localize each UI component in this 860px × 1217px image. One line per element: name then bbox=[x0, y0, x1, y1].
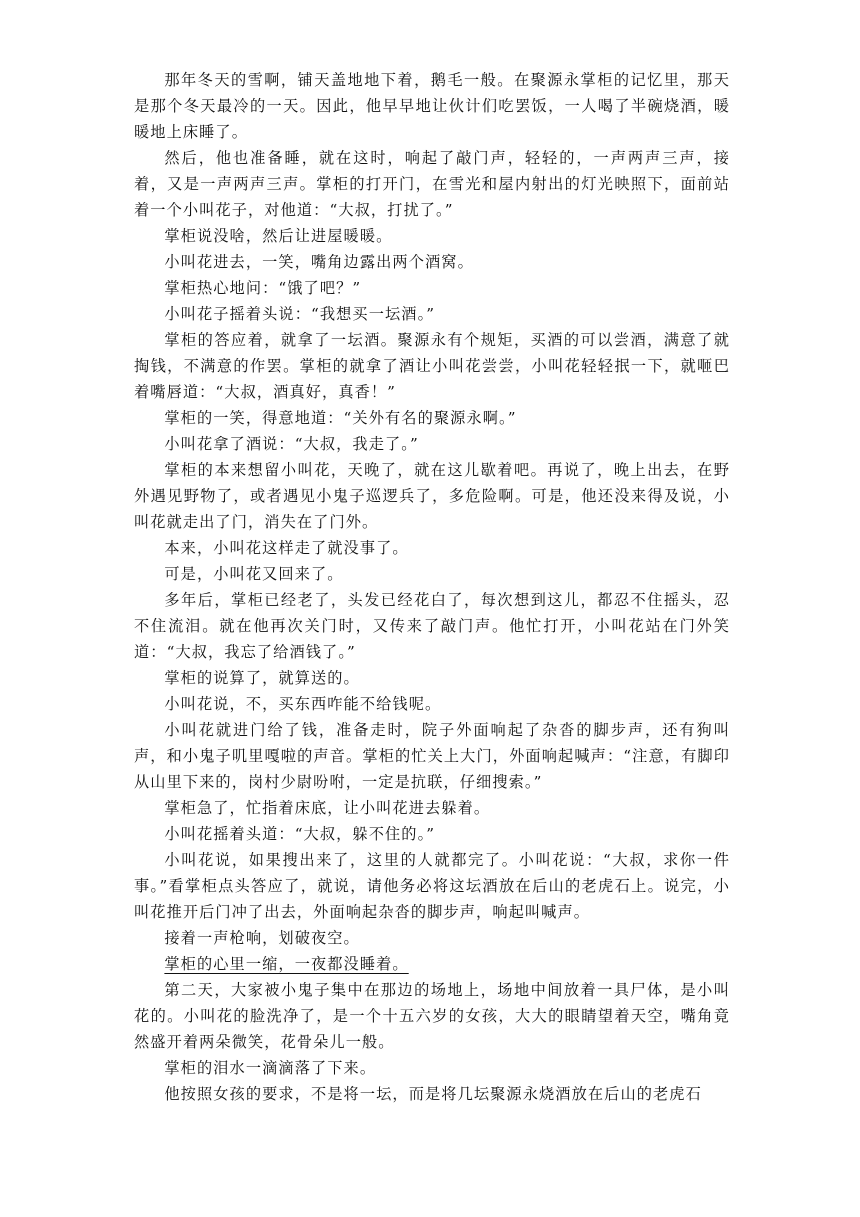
paragraph: 小叫花说，如果搜出来了，这里的人就都完了。小叫花说：“大叔，求你一件事。”看掌柜点头答应了，就说，请他务必将这坛酒放在后山的老虎石上。说完，小叫花推开后门冲了出去，外面响起杂沓的脚步声，响起叫喊声。 bbox=[134, 851, 730, 921]
underlined-sentence: 掌柜的心里一缩，一夜都没睡着。 bbox=[164, 955, 409, 973]
paragraph: 小叫花拿了酒说：“大叔，我走了。” bbox=[164, 435, 419, 453]
paragraph: 小叫花就进门给了钱，准备走时，院子外面响起了杂沓的脚步声，还有狗叫声，和小鬼子叽里嘎啦的声音。掌柜的忙关上大门，外面响起喊声：“注意，有脚印从山里下来的，岗村少尉吩咐，一定是抗联，仔细搜索。” bbox=[134, 721, 730, 791]
paragraph: 掌柜热心地问：“饿了吧？” bbox=[164, 279, 362, 297]
paragraph: 接着一声枪响，划破夜空。 bbox=[164, 929, 360, 947]
paragraph: 掌柜说没啥，然后让进屋暖暖。 bbox=[164, 227, 393, 245]
paragraph: 掌柜的一笑，得意地道：“关外有名的聚源永啊。” bbox=[164, 409, 517, 427]
paragraph: 小叫花进去，一笑，嘴角边露出两个酒窝。 bbox=[164, 253, 474, 271]
paragraph: 掌柜急了，忙指着床底，让小叫花进去躲着。 bbox=[164, 799, 491, 817]
document-body bbox=[134, 67, 730, 1107]
paragraph: 掌柜的本来想留小叫花，天晚了，就在这儿歇着吧。再说了，晚上出去，在野外遇见野物了，或者遇见小鬼子巡逻兵了，多危险啊。可是，他还没来得及说，小叫花就走出了门，消失在了门外。 bbox=[134, 461, 730, 531]
paragraph-underlined bbox=[134, 951, 730, 977]
paragraph: 然后，他也准备睡，就在这时，响起了敲门声，轻轻的，一声两声三声，接着，又是一声两声三声。掌柜的打开门，在雪光和屋内射出的灯光映照下，面前站着一个小叫花子，对他道：“大叔，打扰了。” bbox=[134, 149, 730, 219]
paragraph: 本来，小叫花这样走了就没事了。 bbox=[164, 539, 409, 557]
paragraph: 掌柜的答应着，就拿了一坛酒。聚源永有个规矩，买酒的可以尝酒，满意了就掏钱，不满意的作罢。掌柜的就拿了酒让小叫花尝尝，小叫花轻轻抿一下，就咂巴着嘴唇道：“大叔，酒真好，真香！” bbox=[134, 331, 730, 401]
paragraph: 第二天，大家被小鬼子集中在那边的场地上，场地中间放着一具尸体，是小叫花的。小叫花的脸洗净了，是一个十五六岁的女孩，大大的眼睛望着天空，嘴角竟然盛开着两朵微笑，花骨朵儿一般。 bbox=[134, 981, 730, 1051]
paragraph: 小叫花说，不，买东西咋能不给钱呢。 bbox=[164, 695, 442, 713]
paragraph: 掌柜的说算了，就算送的。 bbox=[164, 669, 360, 687]
paragraph: 他按照女孩的要求，不是将一坛，而是将几坛聚源永烧酒放在后山的老虎石 bbox=[164, 1085, 702, 1103]
paragraph: 那年冬天的雪啊，铺天盖地地下着，鹅毛一般。在聚源永掌柜的记忆里，那天是那个冬天最冷的一天。因此，他早早地让伙计们吃罢饭，一人喝了半碗烧酒，暖暖地上床睡了。 bbox=[134, 71, 730, 141]
paragraph: 多年后，掌柜已经老了，头发已经花白了，每次想到这儿，都忍不住摇头，忍不住流泪。就在他再次关门时，又传来了敲门声。他忙打开，小叫花站在门外笑道：“大叔，我忘了给酒钱了。” bbox=[134, 591, 730, 661]
paragraph: 小叫花子摇着头说：“我想买一坛酒。” bbox=[164, 305, 436, 323]
paragraph: 可是，小叫花又回来了。 bbox=[164, 565, 344, 583]
paragraph: 小叫花摇着头道：“大叔，躲不住的。” bbox=[164, 825, 436, 843]
paragraph: 掌柜的泪水一滴滴落了下来。 bbox=[164, 1059, 377, 1077]
